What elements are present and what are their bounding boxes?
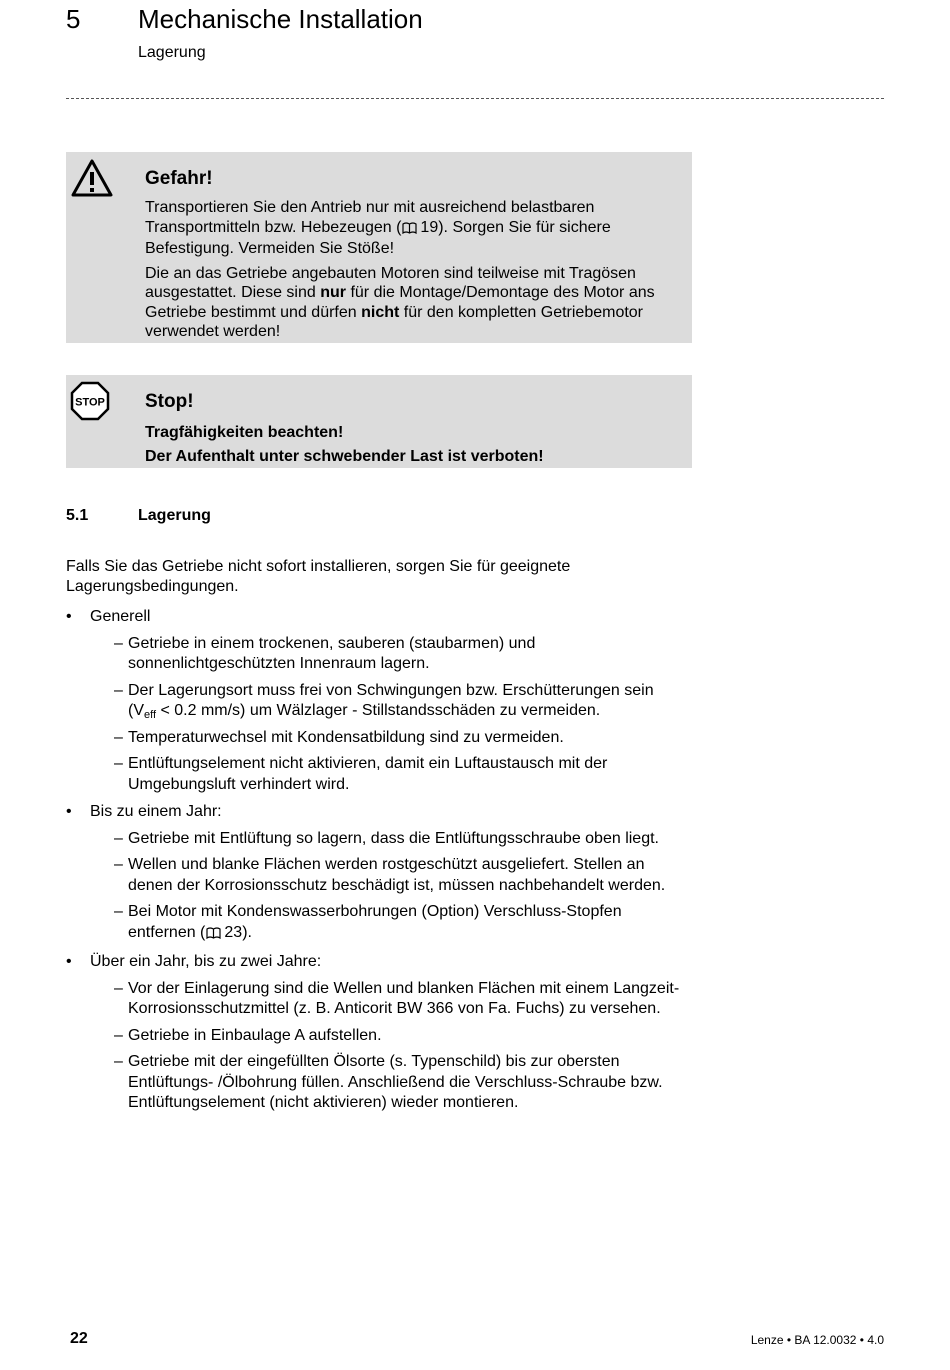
section-intro: Falls Sie das Getriebe nicht sofort installieren, sorgen Sie für geeignete Lagerungsbedingungen.	[66, 558, 571, 595]
sub-list-text: Getriebe mit Entlüftung so lagern, dass die Entlüftungsschraube oben liegt.	[128, 829, 659, 847]
sub-list-item	[90, 634, 692, 675]
stop-note	[66, 375, 692, 468]
danger-text: für den kompletten Getriebemotor verwendet werden!	[145, 303, 644, 340]
warning-triangle-icon	[70, 158, 114, 203]
dash: –	[114, 755, 123, 772]
sub-list	[90, 634, 692, 796]
sub-list-item	[90, 754, 692, 795]
sub-list-text: Getriebe in Einbaulage A aufstellen.	[128, 1026, 382, 1044]
list-item	[66, 802, 692, 945]
dash: –	[114, 634, 123, 652]
bullet: •	[66, 803, 72, 820]
page-reference-link[interactable]: 23	[224, 923, 243, 941]
dash: –	[114, 728, 123, 746]
stop-body	[145, 421, 675, 469]
sub-list	[90, 829, 692, 946]
subscript: eff	[144, 709, 157, 721]
danger-text: ). Sorgen Sie für sichere Befestigung. Vermeiden Sie Stöße!	[145, 218, 611, 257]
sub-list-text: Getriebe in einem trockenen, sauberen (staubarmen) und sonnenlichtgeschützten Innenraum lagern.	[128, 634, 536, 672]
sub-list-item	[90, 902, 692, 945]
sub-list-text: Entlüftungselement nicht aktivieren, damit ein Luftaustausch mit der Umgebungsluft verhindert wird.	[128, 755, 608, 793]
sub-list-text: Vor der Einlagerung sind die Wellen und blanken Flächen mit einem Langzeit-Korrosionsschutzmittel (z. B. Anticorit BW 366 von Fa. Fuchs) zu versehen.	[128, 979, 680, 1017]
sub-list-item	[90, 979, 692, 1020]
dash: –	[114, 1053, 123, 1070]
sub-list-text: Der Lagerungsort muss frei von Schwingungen bzw. Erschütterungen sein	[128, 681, 654, 699]
stop-heading: Stop!	[145, 391, 194, 412]
bullet: •	[66, 608, 72, 625]
dash: –	[114, 979, 123, 997]
sub-list-text: Getriebe mit der eingefüllten Ölsorte (s. Typenschild) bis zur obersten Entlüftungs- /Ölbohrung füllen. Anschließend die Verschluss-Schraube bzw. Entlüftungselement (nicht aktivieren) wieder montieren.	[128, 1053, 663, 1111]
header-divider	[66, 98, 884, 99]
stop-sign-text: STOP	[75, 396, 105, 409]
list-item-label: Generell	[90, 608, 151, 625]
stop-line-2: Der Aufenthalt unter schwebender Last ist verboten!	[145, 448, 544, 465]
danger-heading: Gefahr!	[145, 168, 213, 189]
sub-list-item	[90, 855, 692, 896]
dash: –	[114, 1026, 123, 1044]
danger-text: Transportieren Sie den Antrieb nur mit ausreichend belastbaren Transportmitteln bzw. Hebezeugen (	[145, 199, 595, 236]
sub-list-text: (V	[128, 702, 144, 719]
chapter-number: 5	[66, 4, 81, 34]
list-item-label: Über ein Jahr, bis zu zwei Jahre:	[90, 953, 322, 970]
section-title: Lagerung	[138, 507, 211, 524]
page-number: 22	[70, 1330, 88, 1347]
book-icon	[402, 220, 417, 240]
danger-text: für die Montage/Demontage des Motor ans Getriebe bestimmt und dürfen	[145, 284, 655, 321]
dash: –	[114, 681, 123, 699]
sub-list-text: Bei Motor mit Kondenswasserbohrungen (Option) Verschluss-Stopfen entfernen (	[128, 903, 622, 941]
danger-paragraph-2	[145, 264, 675, 342]
section-number: 5.1	[66, 507, 89, 524]
list-item-label: Bis zu einem Jahr:	[90, 803, 222, 820]
chapter-subtitle: Lagerung	[138, 44, 206, 61]
storage-list	[66, 607, 692, 1121]
sub-list-item	[90, 728, 692, 749]
dash: –	[114, 829, 123, 847]
list-item	[66, 607, 692, 795]
dash: –	[114, 903, 123, 920]
sub-list-text: Wellen und blanke Flächen werden rostgeschützt ausgeliefert. Stellen an denen der Korrosionsschutz beschädigt ist, müssen nachbehandelt werden.	[128, 856, 666, 894]
document-reference: Lenze • BA 12.0032 • 4.0	[750, 1333, 884, 1347]
book-icon	[206, 925, 221, 946]
sub-list-item	[90, 829, 692, 850]
stop-line-1: Tragfähigkeiten beachten!	[145, 424, 344, 441]
sub-list-text: < 0.2 mm/s) um Wälzlager - Stillstandsschäden zu vermeiden.	[156, 702, 601, 719]
danger-paragraph-1	[145, 198, 675, 259]
sub-list-item	[90, 1026, 692, 1047]
danger-body	[145, 198, 675, 347]
sub-list-text: ).	[242, 923, 252, 941]
chapter-title: Mechanische Installation	[138, 4, 423, 34]
stop-sign-icon	[70, 381, 110, 426]
sub-list-text: Temperaturwechsel mit Kondensatbildung sind zu vermeiden.	[128, 728, 564, 746]
page-reference-link[interactable]: 19	[420, 218, 439, 236]
danger-text: Die an das Getriebe angebauten Motoren sind teilweise mit Tragösen ausgestattet. Diese sind	[145, 264, 636, 301]
emphasis: nur	[320, 284, 346, 301]
bullet: •	[66, 953, 72, 970]
sub-list	[90, 979, 692, 1114]
sub-list-item	[90, 1052, 692, 1114]
sub-list-item	[90, 681, 692, 722]
emphasis: nicht	[361, 303, 400, 321]
danger-note	[66, 152, 692, 343]
list-item	[66, 952, 692, 1114]
dash: –	[114, 856, 123, 873]
